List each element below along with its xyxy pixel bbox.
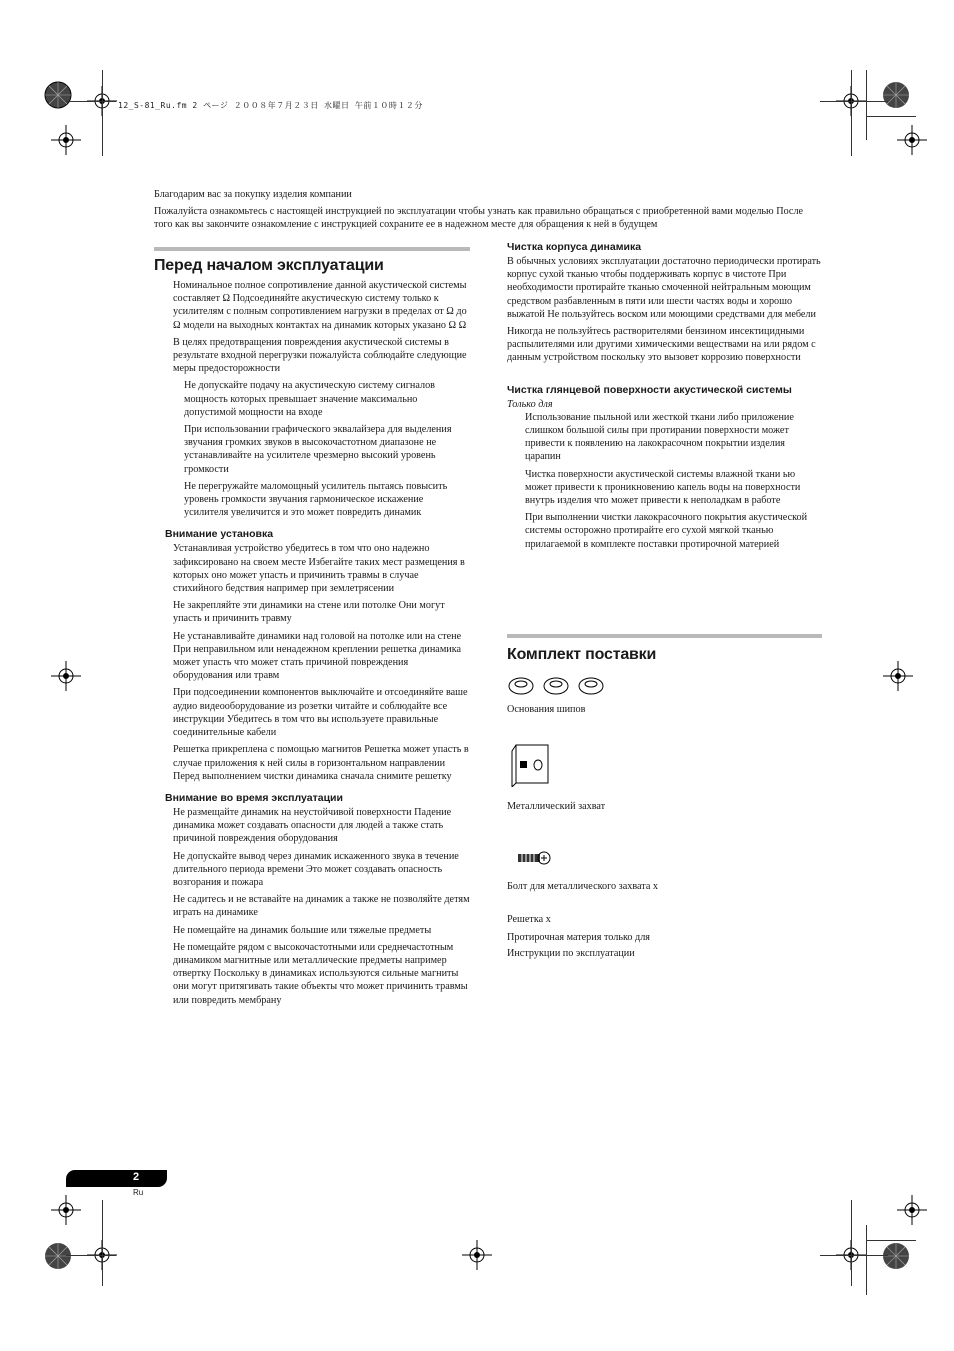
- bolt-icon: [516, 848, 552, 873]
- kit-item-label: Протирочная материя только для: [507, 932, 650, 943]
- list-item: Не допускайте подачу на акустическую систему сигналов мощность которых превышает значение максимально допустимой мощности на входе: [184, 380, 435, 418]
- left-column: [154, 247, 470, 1011]
- cabinet-paragraph: Никогда не пользуйтесь растворителями бензином инсектицидными распылителями или другими химическими веществами на или рядом с данным устройством поскольку это вызовет коррозию поверхности: [507, 326, 816, 364]
- list-item: Устанавливая устройство убедитесь в том что оно надежно зафиксировано на своем месте Избегайте таких мест размещения в которых оно может упасть и причинить травмы в случае стихийного бедствия например при землетрясении: [173, 543, 465, 595]
- crosshair-target-icon: [897, 1195, 927, 1225]
- crosshair-target-icon: [51, 661, 81, 691]
- list-item: Не размещайте динамик на неустойчивой поверхности Падение динамика может создавать опасности для людей а также стать причиной повреждения оборудования: [173, 806, 452, 845]
- crop-line: [866, 1240, 916, 1241]
- registration-mark-icon: [43, 1241, 73, 1271]
- list-item: При использовании графического эквалайзера для выделения звучания громких звуков в высокочастотном диапазоне не устанавливайте на усилителе чрезмерно высокий уровень громкости: [184, 424, 452, 475]
- heading-cabinet-cleaning: Чистка корпуса динамика: [507, 241, 642, 253]
- registration-mark-icon: [881, 1241, 911, 1271]
- list-item: При подсоединении компонентов выключайте и отсоединяйте ваше аудио видеооборудование из розетки читайте и соблюдайте все инструкции Убедитесь в том что вы используете правильные соединительные кабели: [173, 687, 468, 739]
- intro-thanks: Благодарим вас за покупку изделия компании: [154, 189, 352, 200]
- list-item: Не закрепляйте эти динамики на стене или потолке Они могут упасть и причинить травму: [173, 600, 445, 625]
- crosshair-target-icon: [897, 125, 927, 155]
- list-item: Не перегружайте маломощный усилитель пытаясь повысить уровень громкости звучания гармоническое искажение усилителя увеличится и это может повредить динамик: [184, 480, 448, 519]
- crop-line: [102, 1200, 103, 1286]
- crop-line: [866, 1225, 867, 1295]
- section-title-before-use: Перед началом эксплуатации: [154, 257, 384, 274]
- metal-bracket-icon: [510, 743, 554, 792]
- list-item: Не садитесь и не вставайте на динамик а также не позволяйте детям играть на динамике: [173, 894, 470, 919]
- kit-item-label: Болт для металлического захвата х: [507, 881, 658, 892]
- crop-line: [820, 101, 888, 102]
- registration-mark-icon: [881, 80, 911, 110]
- kit-item-label: Основания шипов: [507, 704, 586, 715]
- kit-item-label: Решетка х: [507, 914, 551, 925]
- section-title-kit: Комплект поставки: [507, 646, 657, 663]
- overload-paragraph: В целях предотвращения повреждения акустической системы в результате входной перегрузки пожалуйста соблюдайте следующие меры предосторожности: [173, 336, 467, 375]
- section-bar: [154, 247, 470, 251]
- gloss-note: Только для: [507, 398, 553, 410]
- right-column: [507, 240, 822, 555]
- crosshair-target-icon: [51, 1195, 81, 1225]
- list-item: Не допускайте вывод через динамик искаженного звука в течение длительного периода времени Это может создавать опасность возгорания и пожара: [173, 850, 459, 888]
- registration-mark-icon: [43, 80, 73, 110]
- crop-line: [866, 70, 867, 140]
- intro-text: Пожалуйста ознакомьтесь с настоящей инструкцией по эксплуатации чтобы узнать как правильно обращаться с приобретенной вами моделью После того как вы закончите ознакомление с инструкцией сохраните ее в надежном месте для обращения к ней в будущем: [154, 206, 804, 231]
- list-item: Решетка прикреплена с помощью магнитов Решетка может упасть в случае приложения к ней силы в горизонтальном направлении Перед выполнением чистки динамика сначала снимите решетку: [173, 744, 469, 782]
- heading-caution-install: Внимание установка: [165, 528, 274, 541]
- list-item: Использование пыльной или жесткой ткани либо приложение слишком большой силы при протирании поверхности может привести к появлению на лакокрасочном покрытии изделия царапин: [525, 411, 794, 463]
- crop-line: [851, 1200, 852, 1286]
- heading-gloss-cleaning: Чистка глянцевой поверхности акустической системы: [507, 383, 792, 396]
- kit-item-label: Инструкции по эксплуатации: [507, 948, 635, 959]
- crosshair-target-icon: [462, 1240, 492, 1270]
- crop-line: [66, 1255, 116, 1256]
- spike-base-icon: [507, 674, 607, 703]
- list-item: Не помещайте рядом с высокочастотными или среднечастотным динамиком магнитные или металлические предметы например отвертку Поскольку в динамиках используются сильные магниты они могут притягивать такие объекты что может причинить травмы или повредить мембрану: [173, 941, 468, 1006]
- section-bar: [507, 634, 822, 638]
- cabinet-paragraph: В обычных условиях эксплуатации достаточно периодически протирать корпус сухой тканью чтобы поддерживать корпус в чистоте При необходимости протирайте тканью смоченной нейтральным моющим средством разбавленным в пяти или шести частях воды и хорошо выжатой Не пользуйтесь воском или моющими средствами для мебели: [507, 256, 821, 320]
- heading-caution-use: Внимание во время эксплуатации: [165, 791, 343, 804]
- kit-item-label: Металлический захват: [507, 801, 606, 812]
- list-item: Не устанавливайте динамики над головой на потолке или на стене При неправильном или ненадежном креплении решетка динамика может упасть что может стать причиной повреждения оборудования или травм: [173, 630, 462, 682]
- crosshair-target-icon: [883, 661, 913, 691]
- impedance-paragraph: Номинальное полное сопротивление данной акустической системы составляет Ω Подсоединяйте акустическую систему только к усилителям с полным сопротивлением нагрузки в пределах от Ω до Ω модели на выходных контактах на динамик которых указано Ω Ω: [173, 280, 467, 331]
- list-item: Не помещайте на динамик большие или тяжелые предметы: [173, 924, 432, 936]
- crop-line: [102, 70, 103, 156]
- list-item: При выполнении чистки лакокрасочного покрытия акустической системы осторожно протирайте его сухой мягкой тканью прилагаемой в комплекте поставки протирочной материей: [525, 512, 808, 550]
- crosshair-target-icon: [51, 125, 81, 155]
- list-item: Чистка поверхности акустической системы влажной ткани ью может привести к проникновению капель воды на поверхности внутрь изделия что может привести к неполадкам в работе: [525, 468, 801, 507]
- file-meta: 12_S-81_Ru.fm 2 ページ ２００８年７月２３日 水曜日 午前１０時１２分: [118, 101, 423, 110]
- kit-section: [507, 634, 822, 668]
- language-code: Ru: [133, 1188, 144, 1197]
- crop-line: [820, 1255, 888, 1256]
- crop-line: [866, 116, 916, 117]
- crop-line: [851, 70, 852, 156]
- crop-line: [66, 101, 116, 102]
- page-number-tab: [66, 1170, 167, 1187]
- page-number: 2: [133, 1171, 140, 1183]
